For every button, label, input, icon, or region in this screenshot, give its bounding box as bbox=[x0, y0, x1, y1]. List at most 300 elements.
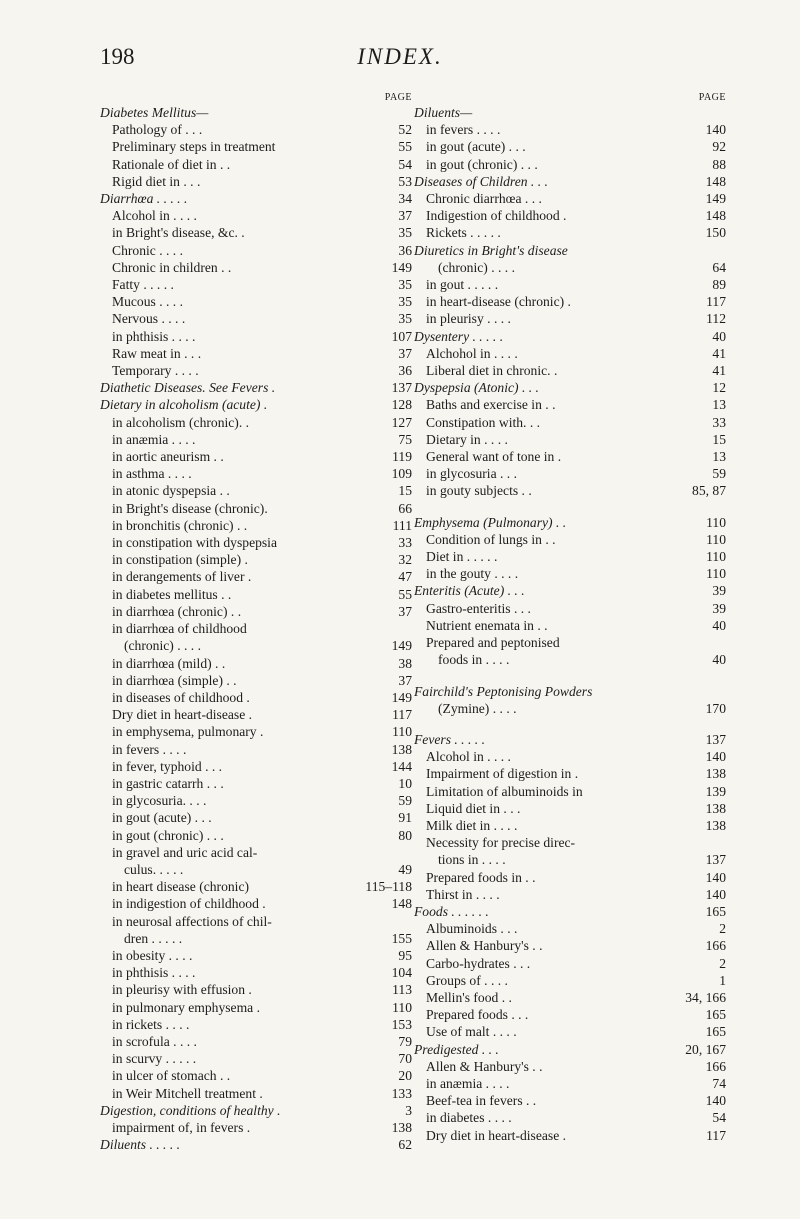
entry-page: 40 bbox=[712, 328, 726, 344]
entry-page: 3 bbox=[405, 1102, 412, 1118]
entry-text: Predigested . . . bbox=[414, 1041, 499, 1057]
entry-text: in heart disease (chronic) bbox=[112, 879, 250, 895]
entry-page: 140 bbox=[705, 749, 726, 765]
entry-page: 137 bbox=[705, 731, 726, 747]
entry-text: Constipation with. . . bbox=[426, 414, 541, 430]
index-column-right bbox=[414, 92, 726, 1144]
entry-page: 109 bbox=[391, 466, 412, 482]
index-entry bbox=[100, 259, 412, 276]
entry-page: 37 bbox=[398, 208, 412, 224]
index-entry bbox=[100, 689, 412, 706]
entry-text: Condition of lungs in . . bbox=[426, 531, 556, 547]
entry-page: 33 bbox=[712, 414, 726, 430]
index-entry bbox=[414, 1127, 726, 1144]
entry-page: 128 bbox=[391, 397, 412, 413]
index-entry bbox=[100, 1119, 412, 1136]
index-entry bbox=[414, 748, 726, 765]
entry-text: Indigestion of childhood . bbox=[426, 208, 567, 224]
entry-text: in atonic dyspepsia . . bbox=[112, 483, 230, 499]
entry-page: 148 bbox=[705, 208, 726, 224]
index-entry bbox=[414, 482, 726, 499]
index-entry bbox=[414, 414, 726, 431]
entry-page: 150 bbox=[705, 225, 726, 241]
index-entry bbox=[414, 448, 726, 465]
index-entry bbox=[100, 207, 412, 224]
entry-text: Milk diet in . . . . bbox=[426, 817, 518, 833]
entry-text: Allen & Hanbury's . . bbox=[426, 1058, 543, 1074]
entry-text: Diseases of Children . . . bbox=[414, 173, 548, 189]
entry-text: in scrofula . . . . bbox=[112, 1033, 197, 1049]
entry-text: Rationale of diet in . . bbox=[112, 156, 231, 172]
entry-text: (chronic) . . . . bbox=[438, 259, 516, 275]
index-entry bbox=[414, 259, 726, 276]
entry-page: 1 bbox=[719, 972, 726, 988]
entry-text: Use of malt . . . . bbox=[426, 1024, 517, 1040]
entry-text: in bronchitis (chronic) . . bbox=[112, 517, 248, 533]
entry-text: in heart-disease (chronic) . bbox=[426, 294, 571, 310]
entry-page: 13 bbox=[712, 449, 726, 465]
entry-text: Dietary in . . . . bbox=[426, 431, 508, 447]
entry-text: Allen & Hanbury's . . bbox=[426, 938, 543, 954]
index-entry bbox=[100, 121, 412, 138]
index-entry bbox=[100, 637, 412, 654]
entry-page: 133 bbox=[391, 1085, 412, 1101]
entry-text: Groups of . . . . bbox=[426, 972, 508, 988]
index-entry bbox=[100, 1050, 412, 1067]
index-entry bbox=[414, 817, 726, 834]
index-entry bbox=[414, 920, 726, 937]
entry-page: 95 bbox=[398, 947, 412, 963]
entry-text: Mellin's food . . bbox=[426, 989, 512, 1005]
entry-text: Fatty . . . . . bbox=[112, 277, 174, 293]
entry-text: Diluents . . . . . bbox=[100, 1137, 181, 1153]
entry-text: in gout (acute) . . . bbox=[426, 139, 526, 155]
entry-page: 2 bbox=[719, 921, 726, 937]
entry-text: in diseases of childhood . bbox=[112, 689, 250, 705]
entry-page: 55 bbox=[398, 586, 412, 602]
index-heading bbox=[414, 328, 726, 345]
entry-text: in constipation (simple) . bbox=[112, 552, 248, 568]
index-entry bbox=[414, 138, 726, 155]
entry-text: in rickets . . . . bbox=[112, 1016, 190, 1032]
entry-text: in gout . . . . . bbox=[426, 277, 499, 293]
entry-page: 59 bbox=[398, 793, 412, 809]
entry-page: 40 bbox=[712, 652, 726, 668]
index-heading bbox=[100, 1102, 412, 1119]
entry-text: Pathology of . . . bbox=[112, 122, 203, 138]
entry-text: Liquid diet in . . . bbox=[426, 800, 521, 816]
entry-page: 140 bbox=[705, 886, 726, 902]
index-entry bbox=[100, 947, 412, 964]
entry-text: Diluents— bbox=[414, 105, 473, 120]
index-heading bbox=[100, 396, 412, 413]
entry-text: Chronic diarrhœa . . . bbox=[426, 191, 542, 207]
entry-text: Fevers . . . . . bbox=[414, 731, 485, 747]
entry-text: Beef-tea in fevers . . bbox=[426, 1093, 537, 1109]
entry-text: Rigid diet in . . . bbox=[112, 173, 201, 189]
index-entry bbox=[100, 775, 412, 792]
entry-text: Dry diet in heart-disease . bbox=[112, 707, 253, 723]
entry-page: 110 bbox=[392, 999, 412, 1015]
index-entry bbox=[100, 620, 412, 637]
entry-text: in pulmonary emphysema . bbox=[112, 999, 260, 1015]
index-entry bbox=[100, 895, 412, 912]
entry-text: in glycosuria. . . . bbox=[112, 793, 207, 809]
entry-text: Diet in . . . . . bbox=[426, 549, 498, 565]
entry-page: 166 bbox=[705, 1058, 726, 1074]
entry-page: 35 bbox=[398, 294, 412, 310]
index-entry bbox=[100, 672, 412, 689]
entry-text: in pleurisy . . . . bbox=[426, 311, 511, 327]
entry-text: Prepared foods in . . bbox=[426, 869, 536, 885]
entry-page: 138 bbox=[705, 766, 726, 782]
entry-page: 137 bbox=[391, 380, 412, 396]
entry-text: Alcohol in . . . . bbox=[112, 208, 197, 224]
index-entry bbox=[100, 603, 412, 620]
index-heading bbox=[100, 104, 412, 121]
entry-page: 149 bbox=[705, 191, 726, 207]
entry-text: in pleurisy with effusion . bbox=[112, 982, 252, 998]
index-entry bbox=[414, 989, 726, 1006]
entry-text: Carbo-hydrates . . . bbox=[426, 955, 531, 971]
entry-page: 149 bbox=[391, 259, 412, 275]
entry-text: in anæmia . . . . bbox=[112, 431, 196, 447]
entry-page: 149 bbox=[391, 689, 412, 705]
entry-text: Dry diet in heart-disease . bbox=[426, 1127, 567, 1143]
index-entry bbox=[100, 655, 412, 672]
index-entry bbox=[414, 765, 726, 782]
index-heading bbox=[414, 582, 726, 599]
entry-text: in neurosal affections of chil- bbox=[112, 913, 272, 929]
index-entry bbox=[414, 955, 726, 972]
index-entry bbox=[100, 276, 412, 293]
index-entry bbox=[414, 800, 726, 817]
entry-page: 111 bbox=[392, 517, 412, 533]
entry-page: 117 bbox=[706, 294, 726, 310]
entry-page: 110 bbox=[706, 531, 726, 547]
entry-text: Necessity for precise direc- bbox=[426, 835, 576, 851]
entry-text: in aortic aneurism . . bbox=[112, 449, 224, 465]
entry-page: 10 bbox=[398, 775, 412, 791]
index-entry bbox=[414, 531, 726, 548]
entry-page: 36 bbox=[398, 242, 412, 258]
index-heading bbox=[414, 903, 726, 920]
index-entry bbox=[414, 1075, 726, 1092]
index-column-left bbox=[100, 92, 412, 1153]
entry-page: 37 bbox=[398, 603, 412, 619]
entry-page: 64 bbox=[712, 259, 726, 275]
entry-text: Thirst in . . . . bbox=[426, 886, 500, 902]
entry-text: in diabetes mellitus . . bbox=[112, 586, 232, 602]
entry-page: 54 bbox=[712, 1110, 726, 1126]
entry-text: in gout (chronic) . . . bbox=[426, 156, 538, 172]
index-entry bbox=[100, 758, 412, 775]
index-entry bbox=[414, 293, 726, 310]
entry-text: Prepared foods . . . bbox=[426, 1007, 529, 1023]
entry-text: in diarrhœa (simple) . . bbox=[112, 672, 237, 688]
index-entry bbox=[100, 913, 412, 930]
entry-page: 144 bbox=[391, 758, 412, 774]
entry-page: 35 bbox=[398, 277, 412, 293]
entry-text: in glycosuria . . . bbox=[426, 466, 517, 482]
entry-text: Rickets . . . . . bbox=[426, 225, 501, 241]
index-entry bbox=[100, 414, 412, 431]
index-entry bbox=[100, 431, 412, 448]
index-entry bbox=[414, 834, 726, 851]
index-entry bbox=[100, 706, 412, 723]
entry-page: 153 bbox=[391, 1016, 412, 1032]
entry-text: Prepared and peptonised bbox=[426, 635, 560, 651]
index-heading bbox=[100, 1136, 412, 1153]
index-entry bbox=[414, 276, 726, 293]
entry-text: Diathetic Diseases. See Fevers . bbox=[100, 380, 276, 396]
entry-text: Emphysema (Pulmonary) . . bbox=[414, 514, 567, 530]
entry-page: 148 bbox=[391, 896, 412, 912]
index-heading bbox=[414, 683, 726, 700]
entry-page: 32 bbox=[398, 552, 412, 568]
index-entry bbox=[414, 972, 726, 989]
entry-page: 39 bbox=[712, 600, 726, 616]
entry-text: Dietary in alcoholism (acute) . bbox=[100, 397, 268, 413]
index-entry bbox=[100, 482, 412, 499]
entry-gap bbox=[414, 669, 726, 683]
index-entry bbox=[414, 600, 726, 617]
index-entry bbox=[100, 809, 412, 826]
index-entry bbox=[414, 937, 726, 954]
index-entry bbox=[100, 293, 412, 310]
entry-text: Dysentery . . . . . bbox=[414, 328, 504, 344]
index-entry bbox=[100, 878, 412, 895]
index-entry bbox=[414, 121, 726, 138]
index-heading bbox=[414, 379, 726, 396]
entry-page: 119 bbox=[392, 449, 412, 465]
index-entry bbox=[414, 345, 726, 362]
entry-text: in anæmia . . . . bbox=[426, 1075, 510, 1091]
entry-text: in scurvy . . . . . bbox=[112, 1051, 197, 1067]
index-entry bbox=[414, 851, 726, 868]
index-entry bbox=[100, 568, 412, 585]
entry-page: 85, 87 bbox=[692, 483, 726, 499]
entry-page: 107 bbox=[391, 328, 412, 344]
entry-page: 138 bbox=[705, 817, 726, 833]
page-column-label: PAGE bbox=[384, 92, 412, 103]
entry-text: Mucous . . . . bbox=[112, 294, 183, 310]
entry-text: Alchohol in . . . . bbox=[426, 345, 518, 361]
entry-page: 52 bbox=[398, 122, 412, 138]
entry-page: 53 bbox=[398, 173, 412, 189]
index-entry bbox=[100, 156, 412, 173]
index-entry bbox=[414, 1058, 726, 1075]
entry-text: Enteritis (Acute) . . . bbox=[414, 583, 525, 599]
entry-text: in emphysema, pulmonary . bbox=[112, 724, 264, 740]
entry-page: 165 bbox=[705, 1024, 726, 1040]
index-entry bbox=[100, 844, 412, 861]
index-entry bbox=[414, 396, 726, 413]
index-entry bbox=[100, 310, 412, 327]
entry-page: 36 bbox=[398, 363, 412, 379]
index-entry bbox=[414, 1092, 726, 1109]
index-entry bbox=[414, 1006, 726, 1023]
entry-page: 89 bbox=[712, 277, 726, 293]
entry-text: culus. . . . . bbox=[124, 861, 184, 877]
entry-page: 49 bbox=[398, 861, 412, 877]
entry-text: Limitation of albuminoids in bbox=[426, 783, 583, 799]
entry-text: in constipation with dyspepsia bbox=[112, 535, 277, 551]
entry-page: 12 bbox=[712, 380, 726, 396]
index-entry bbox=[100, 827, 412, 844]
index-entry bbox=[100, 517, 412, 534]
entry-page: 2 bbox=[719, 955, 726, 971]
index-entry bbox=[414, 207, 726, 224]
index-entry bbox=[414, 565, 726, 582]
index-entry bbox=[414, 700, 726, 717]
entry-text: Dyspepsia (Atonic) . . . bbox=[414, 380, 539, 396]
entry-page: 20 bbox=[398, 1068, 412, 1084]
entry-text: in phthisis . . . . bbox=[112, 965, 196, 981]
entry-page: 110 bbox=[706, 514, 726, 530]
entry-page: 92 bbox=[712, 139, 726, 155]
entry-page: 66 bbox=[398, 500, 412, 516]
entry-page: 75 bbox=[398, 431, 412, 447]
index-heading bbox=[414, 173, 726, 190]
entry-page: 47 bbox=[398, 569, 412, 585]
index-heading bbox=[414, 514, 726, 531]
index-entry bbox=[100, 138, 412, 155]
entry-text: in gout (acute) . . . bbox=[112, 810, 212, 826]
entry-text: Raw meat in . . . bbox=[112, 345, 202, 361]
entry-text: in Bright's disease (chronic). bbox=[112, 500, 268, 516]
entry-page: 41 bbox=[712, 345, 726, 361]
index-entry bbox=[100, 173, 412, 190]
entry-text: Foods . . . . . . bbox=[414, 903, 489, 919]
entry-text: in gouty subjects . . bbox=[426, 483, 532, 499]
entry-page: 104 bbox=[391, 965, 412, 981]
entry-page: 138 bbox=[391, 741, 412, 757]
entry-text: (chronic) . . . . bbox=[124, 638, 202, 654]
entry-text: in asthma . . . . bbox=[112, 466, 192, 482]
entry-page: 110 bbox=[706, 566, 726, 582]
index-entry bbox=[414, 431, 726, 448]
entry-text: in Bright's disease, &c. . bbox=[112, 225, 245, 241]
entry-text: tions in . . . . bbox=[438, 852, 506, 868]
entry-page: 112 bbox=[706, 311, 726, 327]
entry-page: 165 bbox=[705, 1007, 726, 1023]
index-entry bbox=[414, 362, 726, 379]
index-entry bbox=[100, 534, 412, 551]
entry-text: dren . . . . . bbox=[124, 930, 183, 946]
page-number: 198 bbox=[100, 44, 135, 69]
page-header bbox=[100, 44, 700, 72]
entry-page: 15 bbox=[398, 483, 412, 499]
entry-page: 40 bbox=[712, 617, 726, 633]
entry-text: in alcoholism (chronic). . bbox=[112, 414, 250, 430]
entry-page: 165 bbox=[705, 903, 726, 919]
entry-page: 88 bbox=[712, 156, 726, 172]
entry-page: 155 bbox=[391, 930, 412, 946]
index-entry bbox=[100, 328, 412, 345]
index-entry bbox=[100, 345, 412, 362]
entry-page: 20, 167 bbox=[685, 1041, 726, 1057]
entry-gap bbox=[414, 717, 726, 731]
entry-page: 59 bbox=[712, 466, 726, 482]
running-head: INDEX. bbox=[357, 44, 443, 69]
entry-text: Diabetes Mellitus— bbox=[100, 105, 209, 120]
entry-text: in gravel and uric acid cal- bbox=[112, 844, 258, 860]
entry-page: 140 bbox=[705, 869, 726, 885]
entry-page: 140 bbox=[705, 122, 726, 138]
entry-page: 170 bbox=[705, 700, 726, 716]
index-entry bbox=[100, 362, 412, 379]
entry-text: in diarrhœa (mild) . . bbox=[112, 655, 226, 671]
entry-page: 115–118 bbox=[365, 879, 412, 895]
index-entry bbox=[100, 1067, 412, 1084]
entry-page: 34 bbox=[398, 191, 412, 207]
entry-text: Digestion, conditions of healthy . bbox=[100, 1102, 281, 1118]
entry-page: 139 bbox=[705, 783, 726, 799]
index-entry bbox=[414, 634, 726, 651]
entry-page: 55 bbox=[398, 139, 412, 155]
index-entry bbox=[414, 617, 726, 634]
entry-text: Liberal diet in chronic. . bbox=[426, 363, 558, 379]
entry-page: 80 bbox=[398, 827, 412, 843]
entry-page: 110 bbox=[392, 724, 412, 740]
entry-text: in obesity . . . . bbox=[112, 947, 193, 963]
index-entry bbox=[100, 465, 412, 482]
entry-text: Alcohol in . . . . bbox=[426, 749, 511, 765]
entry-text: Impairment of digestion in . bbox=[426, 766, 579, 782]
index-entry bbox=[414, 886, 726, 903]
index-entry bbox=[100, 981, 412, 998]
entry-page: 38 bbox=[398, 655, 412, 671]
index-heading bbox=[414, 1041, 726, 1058]
index-entry bbox=[100, 500, 412, 517]
index-entry bbox=[100, 999, 412, 1016]
entry-text: in fevers . . . . bbox=[112, 741, 187, 757]
entry-text: in fever, typhoid . . . bbox=[112, 758, 223, 774]
entry-text: Baths and exercise in . . bbox=[426, 397, 556, 413]
entry-text: Preliminary steps in treatment bbox=[112, 139, 276, 155]
entry-page: 62 bbox=[398, 1137, 412, 1153]
entry-page: 70 bbox=[398, 1051, 412, 1067]
entry-text: Diarrhœa . . . . . bbox=[100, 191, 188, 207]
index-entry bbox=[100, 224, 412, 241]
index-entry bbox=[100, 930, 412, 947]
index-entry bbox=[414, 783, 726, 800]
entry-text: in indigestion of childhood . bbox=[112, 896, 266, 912]
entry-text: Diuretics in Bright's disease bbox=[414, 242, 568, 258]
index-entry bbox=[414, 548, 726, 565]
index-entry bbox=[100, 242, 412, 259]
entry-page: 138 bbox=[705, 800, 726, 816]
index-heading bbox=[100, 379, 412, 396]
entry-text: Albuminoids . . . bbox=[426, 921, 518, 937]
entry-page: 37 bbox=[398, 672, 412, 688]
entry-text: in diabetes . . . . bbox=[426, 1110, 512, 1126]
entry-page: 74 bbox=[712, 1075, 726, 1091]
entry-page: 138 bbox=[391, 1119, 412, 1135]
index-entry bbox=[100, 792, 412, 809]
index-entry bbox=[100, 861, 412, 878]
entry-text: in gastric catarrh . . . bbox=[112, 775, 224, 791]
entry-page: 127 bbox=[391, 414, 412, 430]
index-entry bbox=[414, 156, 726, 173]
entry-text: in the gouty . . . . bbox=[426, 566, 519, 582]
entry-text: (Zymine) . . . . bbox=[438, 700, 517, 716]
index-entry bbox=[100, 1016, 412, 1033]
index-entry bbox=[100, 1085, 412, 1102]
entry-text: Fairchild's Peptonising Powders bbox=[414, 683, 593, 699]
entry-page: 140 bbox=[705, 1093, 726, 1109]
